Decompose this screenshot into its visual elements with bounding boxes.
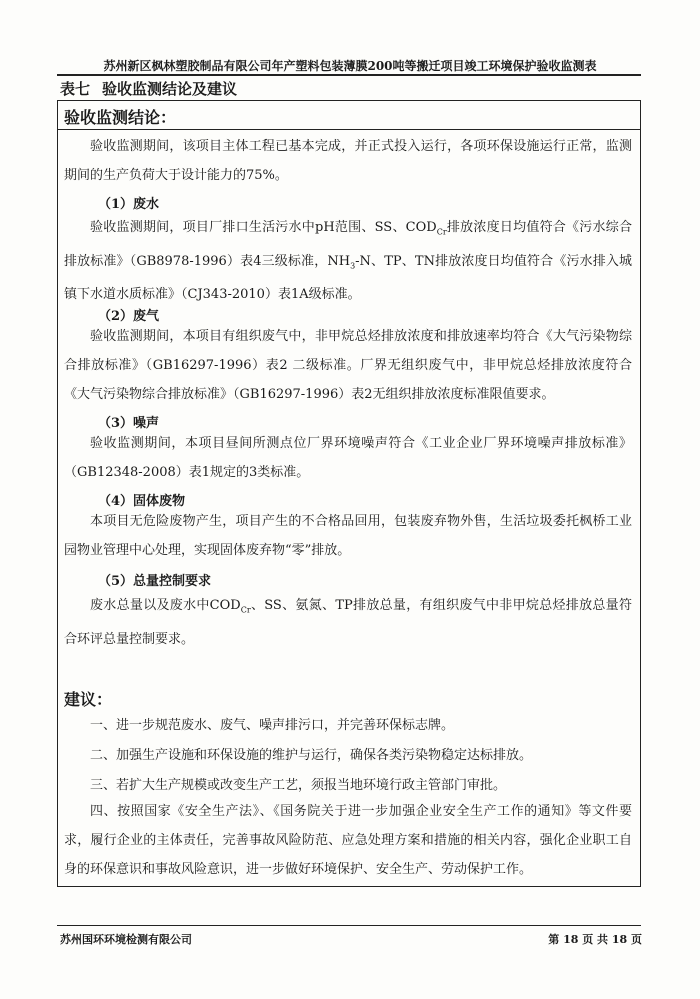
wastegas-heading: （2）废气 (98, 309, 160, 324)
report-header-title: 苏州新区枫林塑胶制品有限公司年产塑料包装薄膜200吨等搬迁项目竣工环境保护验收监测表 (103, 59, 597, 73)
total-control-paragraph: 废水总量以及废水中$COD_{Cr}$、SS、氨氮、TP排放总量，有组织废气中非甲烷总烃排放总量符合环评总量控制要求。 (64, 598, 632, 647)
solid-waste-paragraph: 本项目无危险废物产生，项目产生的不合格品回用，包装废弃物外售，生活垃圾委托枫桥工业园物业管理中心处理，实现固体废弃物“零”排放。 (64, 514, 632, 558)
conclusion-heading: 验收监测结论： (64, 108, 177, 127)
suggestion-item: 二、加强生产设施和环保设施的维护与运行，确保各类污染物稳定达标排放。 (90, 748, 533, 763)
intro-paragraph: 验收监测期间，该项目主体工程已基本完成，并正式投入运行，各项环保设施运行正常，监测期间的生产负荷大于设计能力的75%。 (64, 139, 632, 183)
noise-paragraph: 验收监测期间，本项目昼间所测点位厂界环境噪声符合《工业企业厂界环境噪声排放标准》（GB12348-2008）表1规定的3类标准。 (64, 436, 632, 480)
table-number: 表七 (60, 80, 91, 98)
suggestion-item: 四、按照国家《安全生产法》、《国务院关于进一步加强企业安全生产工作的通知》等文件要求，履行企业的主体责任，完善事故风险防范、应急处理方案和措施的相关内容，强化企业职工自身的环保意识和事故风险意识，进一步做好环境保护、安全生产、劳动保护工作。 (64, 804, 632, 877)
conclusion-divider (58, 129, 640, 130)
wastewater-heading: （1）废水 (98, 197, 160, 212)
wastewater-paragraph: 验收监测期间，项目厂排口生活污水中pH范围、SS、$COD_{Cr}$排放浓度日均值符合《污水综合排放标准》（GB8978-1996）表4三级标准，$NH_3-N$、TP、TN排放浓度日均值符合《污水排入城镇下水道水质标准》（CJ343-2010）表1A级标准。 (64, 220, 633, 303)
conclusion-box (57, 100, 641, 887)
total-control-heading: （5）总量控制要求 (98, 574, 212, 589)
footer-divider (57, 925, 641, 926)
footer-company: 苏州国环环境检测有限公司 (60, 933, 192, 946)
suggestion-item: 三、若扩大生产规模或改变生产工艺，须报当地环境行政主管部门审批。 (90, 778, 507, 793)
header-divider (57, 74, 641, 76)
table-title (60, 78, 237, 99)
solid-waste-heading: （4）固体废物 (98, 494, 186, 509)
table-title-text: 验收监测结论及建议 (102, 80, 238, 98)
noise-heading: （3）噪声 (98, 416, 160, 431)
page-number: 第 18 页 共 18 页 (548, 933, 642, 946)
suggestion-item: 一、进一步规范废水、废气、噪声排污口，并完善环保标志牌。 (90, 718, 455, 733)
wastegas-paragraph: 验收监测期间，本项目有组织废气中，非甲烷总烃排放浓度和排放速率均符合《大气污染物综合排放标准》（GB16297-1996）表2 二级标准。厂界无组织废气中，非甲烷总烃排放浓度符合《大气污染物综合排放标准》（GB16297-1996）表2无组织排放浓度标准限值要求。 (64, 329, 632, 402)
suggestions-heading: 建议： (64, 690, 113, 709)
